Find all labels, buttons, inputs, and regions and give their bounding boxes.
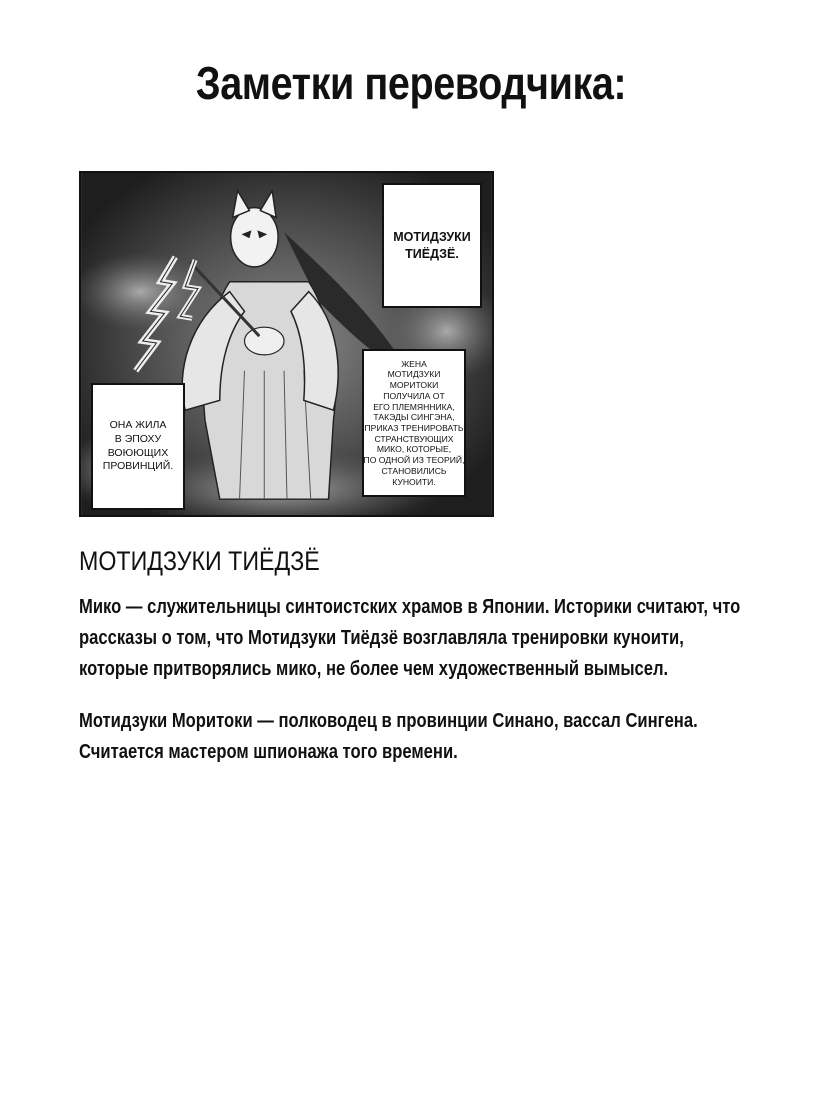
manga-panel-image xyxy=(79,171,494,517)
caption-line: МОТИДЗУКИ xyxy=(387,369,441,380)
caption-line: ОНА ЖИЛА xyxy=(109,419,167,432)
caption-line: ПО ОДНОЙ ИЗ ТЕОРИЙ, xyxy=(363,455,465,466)
caption-name-text: МОТИДЗУКИ ТИЁДЗЁ. xyxy=(393,229,471,261)
paragraph-line: рассказы о том, что Мотидзуки Тиёдзё возглавляла тренировки куноити, xyxy=(79,627,684,649)
caption-era-box xyxy=(91,383,185,510)
caption-line: МОРИТОКИ xyxy=(389,380,439,391)
paragraph-line: Мотидзуки Моритоки — полководец в провинции Синано, вассал Сингена. xyxy=(79,710,698,732)
note-paragraph-moritoki xyxy=(79,706,743,768)
page-title: Заметки переводчика: xyxy=(195,57,627,109)
caption-line: ВОЮЮЩИХ xyxy=(107,446,169,459)
caption-line: ПОЛУЧИЛА ОТ xyxy=(383,390,445,401)
caption-line: ТАКЭДЫ СИНГЭНА, xyxy=(373,412,455,423)
caption-wife-box xyxy=(362,349,466,497)
caption-line: ПРИКАЗ ТРЕНИРОВАТЬ xyxy=(364,423,464,433)
caption-line: ЖЕНА xyxy=(401,358,427,369)
paragraph-line: Считается мастером шпионажа того времени. xyxy=(79,741,458,763)
caption-line: МИКО, КОТОРЫЕ, xyxy=(376,444,452,455)
caption-name-box xyxy=(382,183,482,308)
caption-line: ЕГО ПЛЕМЯННИКА, xyxy=(373,401,455,412)
paragraph-line: которые притворялись мико, не более чем художественный вымысел. xyxy=(79,658,669,680)
section-heading: МОТИДЗУКИ ТИЁДЗЁ xyxy=(79,546,320,576)
caption-line: ПРОВИНЦИЙ. xyxy=(102,460,174,473)
note-paragraph-miko xyxy=(79,592,743,685)
caption-line: СТАНОВИЛИСЬ xyxy=(381,465,447,476)
caption-line: В ЭПОХУ xyxy=(114,432,162,445)
caption-line: СТРАНСТВУЮЩИХ xyxy=(374,433,454,444)
paragraph-line: Мико — служительницы синтоистских храмов в Японии. Историки считают, что xyxy=(79,596,741,618)
caption-line: КУНОИТИ. xyxy=(392,476,436,487)
